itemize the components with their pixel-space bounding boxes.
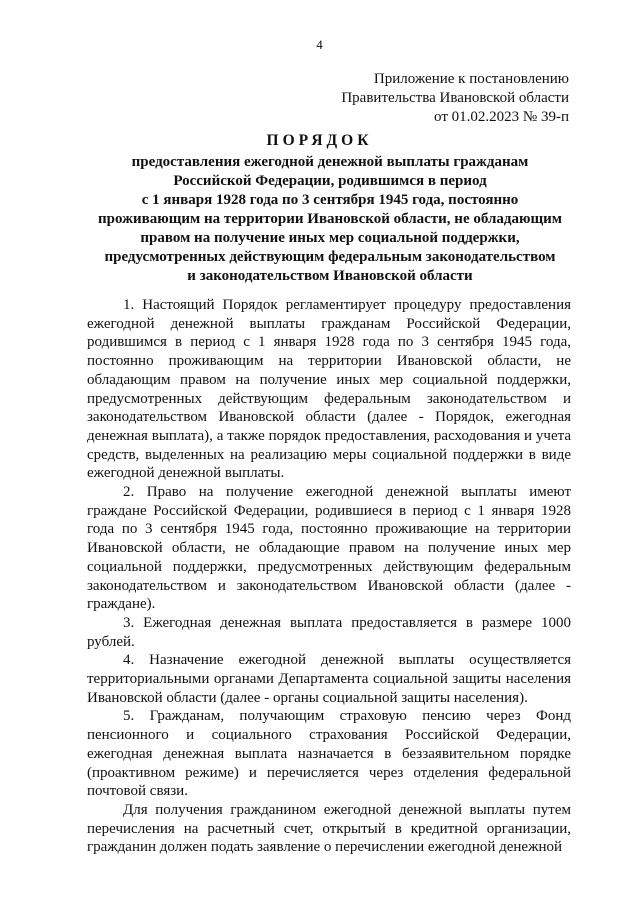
paragraph-5: 5. Гражданам, получающим страховую пенсию через Фонд пенсионного и социального страхования Российской Федерации, ежегодная денежная выплата назначается в беззаявительном порядке (проактивном режиме) и перечисляется через отделения федеральной почтовой связи. — [87, 708, 571, 800]
paragraph-2: 2. Право на получение ежегодной денежной выплаты имеют граждане Российской Федерации, родившиеся в период с 1 января 1928 года по 3 сентября 1945 года, постоянно проживающие на территории Ивановской области, не обладающие правом на получение иных мер социальной поддержки, предусмотренных действующим федеральным законодательством и законодательством Ивановской области (далее - граждане). — [87, 484, 571, 613]
page-number: 4 — [316, 37, 323, 52]
document-body — [87, 296, 571, 857]
document-subtitle — [95, 153, 565, 286]
appendix-line: Правительства Ивановской области — [341, 90, 569, 106]
subtitle-line: Российской Федерации, родившимся в период — [173, 173, 487, 189]
paragraph-1: 1. Настоящий Порядок регламентирует процедуру предоставления ежегодной денежной выплаты гражданам Российской Федерации, родившимся в период с 1 января 1928 года по 3 сентября 1945 года, постоянно проживающим на территории Ивановской области, не обладающим правом на получение иных мер социальной поддержки, предусмотренных действующим федеральным законодательством и законодательством Ивановской области (далее - Порядок, ежегодная денежная выплата), а также порядок предоставления, расходования и учета средств, выделенных на реализацию меры социальной поддержки в виде ежегодной денежной выплаты. — [87, 297, 571, 482]
subtitle-line: предусмотренных действующим федеральным законодательством — [104, 249, 556, 265]
appendix-line: Приложение к постановлению — [373, 71, 569, 87]
subtitle-line: предоставления ежегодной денежной выплаты гражданам — [131, 154, 529, 170]
paragraph-4: 4. Назначение ежегодной денежной выплаты осуществляется территориальными органами Департамента социальной защиты населения Ивановской области (далее - органы социальной защиты населения). — [87, 652, 571, 706]
document-title: ПОРЯДОК — [266, 132, 373, 149]
appendix-reference — [341, 70, 569, 127]
paragraph-6: Для получения гражданином ежегодной денежной выплаты путем перечисления на расчетный счет, открытый в кредитной организации, гражданин должен подать заявление о перечислении ежегодной денежной — [87, 801, 571, 856]
appendix-line: от 01.02.2023 № 39-п — [434, 109, 569, 125]
subtitle-line: проживающим на территории Ивановской области, не обладающим — [98, 211, 562, 227]
subtitle-line: правом на получение иных мер социальной поддержки, — [140, 230, 520, 246]
paragraph-3: 3. Ежегодная денежная выплата предоставляется в размере 1000 рублей. — [87, 614, 571, 650]
subtitle-line: и законодательством Ивановской области — [187, 268, 473, 284]
subtitle-line: с 1 января 1928 года по 3 сентября 1945 года, постоянно — [141, 192, 519, 208]
